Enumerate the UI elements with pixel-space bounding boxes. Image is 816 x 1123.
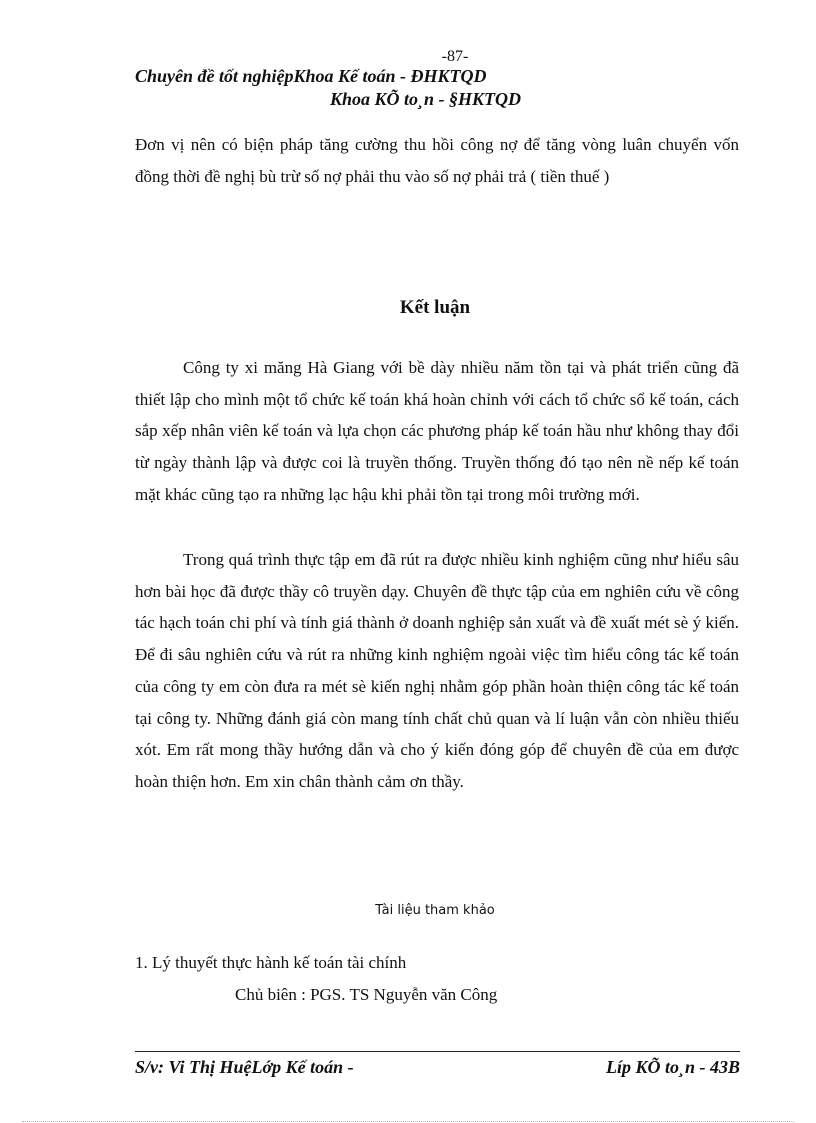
conclusion-paragraph-1: Công ty xi măng Hà Giang với bề dày nhiều năm tồn tại và phát triển cũng đã thiết lập cho mình một tổ chức kế toán khá hoàn chỉnh với cách tổ chức sổ kế toán, cách sắp xếp nhân viên kế toán và lựa chọn các phương pháp kế toán hầu như không thay đổi từ ngày thành lập và được coi là truyền thống. Truyền thống đó tạo nên nề nếp kế toán mặt khác cũng tạo ra những lạc hậu khi phải tồn tại trong môi trường mới. xyxy=(135,358,739,504)
running-header-title: Chuyên đề tốt nghiệpKhoa Kế toán - ĐHKTQD xyxy=(135,66,487,86)
footer-student: S/v: Vi Thị HuệLớp Kế toán - xyxy=(135,1057,354,1077)
reference-item-1: 1. Lý thuyết thực hành kế toán tài chính xyxy=(135,953,407,972)
references-heading: Tài liệu tham khảo xyxy=(375,903,495,918)
conclusion-heading: Kết luận xyxy=(399,297,471,318)
intro-paragraph: Đơn vị nên có biện pháp tăng cường thu hồi công nợ để tăng vòng luân chuyển vốn đồng thời đề nghị bù trừ số nợ phải thu vào số nợ phải trả ( tiền thuế ) xyxy=(135,135,739,186)
footer-divider xyxy=(135,1051,740,1052)
page-bottom-border xyxy=(22,1121,794,1122)
reference-item-1-editor: Chủ biên : PGS. TS Nguyễn văn Công xyxy=(235,985,498,1004)
page-number: -87- xyxy=(441,48,469,65)
conclusion-paragraph-2: Trong quá trình thực tập em đã rút ra được nhiều kinh nghiệm cũng như hiểu sâu hơn bài học đã được thầy cô truyền dạy. Chuyên đề thực tập của em nghiên cứu về công tác hạch toán chi phí và tính giá thành ở doanh nghiệp sản xuất và đề xuất mét sè ý kiến. Để đi sâu nghiên cứu và rút ra những kinh nghiệm ngoài việc tìm hiểu công tác kế toán của công ty em còn đưa ra mét sè kiến nghị nhằm góp phần hoàn thiện công tác kế toán tại công ty. Những đánh giá còn mang tính chất chủ quan và lí luận vẫn còn nhiều thiếu xót. Em rất mong thầy hướng dẫn và cho ý kiến đóng góp để chuyên đề của em được hoàn thiện hơn. Em xin chân thành cảm ơn thầy. xyxy=(135,550,739,791)
running-header-department: Khoa KÕ to¸n - §HKTQD xyxy=(330,89,522,109)
footer-class: Líp KÕ to¸n - 43B xyxy=(605,1057,740,1077)
